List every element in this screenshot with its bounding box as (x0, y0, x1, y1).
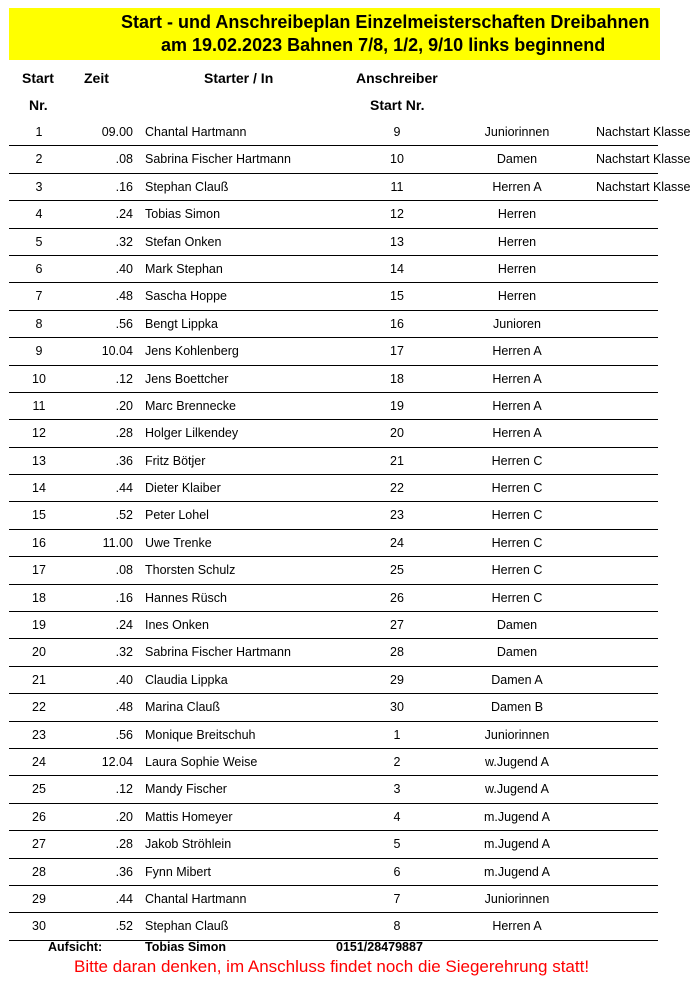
starter-name: Ines Onken (145, 618, 209, 633)
title-line-2: am 19.02.2023 Bahnen 7/8, 1/2, 9/10 links beginnend (161, 35, 606, 55)
class-name: w.Jugend A (485, 754, 549, 769)
class-name: Herren C (491, 481, 543, 496)
class-name: Damen (496, 618, 538, 633)
class-name: Damen (496, 645, 538, 660)
start-number: 18 (32, 590, 46, 605)
class-name: Herren (497, 234, 537, 249)
start-time: .28 (115, 426, 133, 441)
start-number: 3 (35, 179, 43, 194)
anschreiber-number: 1 (393, 727, 401, 742)
start-time: .20 (115, 398, 133, 413)
table-row (9, 201, 658, 228)
class-name: Damen A (491, 672, 543, 687)
anschreiber-number: 21 (390, 453, 404, 468)
start-number: 26 (32, 809, 46, 824)
table-row (9, 886, 658, 913)
table-row (9, 338, 658, 365)
title-banner (9, 8, 660, 60)
anschreiber-number: 24 (390, 535, 404, 550)
start-number: 15 (32, 508, 46, 523)
starter-name: Sabrina Fischer Hartmann (145, 152, 291, 167)
anschreiber-number: 16 (390, 316, 404, 331)
anschreiber-number: 18 (390, 371, 404, 386)
anschreiber-number: 30 (390, 700, 404, 715)
starter-name: Claudia Lippka (145, 672, 228, 687)
start-number: 29 (32, 891, 46, 906)
anschreiber-number: 17 (390, 344, 404, 359)
class-name: m.Jugend A (483, 864, 550, 879)
start-time: .52 (115, 508, 133, 523)
start-number: 17 (32, 563, 46, 578)
class-name: Damen (496, 152, 538, 167)
class-name: Herren (497, 261, 537, 276)
table-row (9, 913, 658, 940)
reminder-note: Bitte daran denken, im Anschluss findet noch die Siegerehrung statt! (74, 957, 590, 976)
anschreiber-number: 6 (393, 864, 401, 879)
anschreiber-number: 3 (393, 782, 401, 797)
class-name: w.Jugend A (485, 782, 549, 797)
table-row (9, 393, 658, 420)
anschreiber-number: 8 (393, 919, 401, 934)
start-number: 6 (35, 261, 43, 276)
start-number: 10 (32, 371, 46, 386)
start-number: 28 (32, 864, 46, 879)
start-time: .16 (115, 179, 133, 194)
class-name: Herren (497, 207, 537, 222)
starter-name: Sascha Hoppe (145, 289, 228, 304)
table-row (9, 722, 658, 749)
class-name: Herren C (491, 453, 543, 468)
class-name: m.Jugend A (483, 809, 550, 824)
title-line-1: Start - und Anschreibeplan Einzelmeisterschaften Dreibahnen (121, 12, 650, 32)
table-row (9, 174, 690, 201)
class-name: m.Jugend A (483, 837, 550, 852)
starter-name: Stephan Clauß (145, 179, 229, 194)
start-time: 11.00 (102, 535, 133, 550)
start-time: 10.04 (101, 344, 133, 359)
anschreiber-number: 29 (390, 672, 404, 687)
starter-name: Holger Lilkendey (145, 426, 239, 441)
starter-name: Marina Clauß (145, 700, 221, 715)
anschreiber-number: 28 (390, 645, 404, 660)
starter-name: Marc Brennecke (145, 398, 237, 413)
table-row (9, 420, 658, 447)
starter-name: Dieter Klaiber (145, 481, 221, 496)
table-row (9, 694, 658, 721)
start-number: 30 (32, 919, 46, 934)
class-name: Herren C (491, 590, 543, 605)
class-name: Herren C (491, 535, 543, 550)
table-row (9, 146, 690, 173)
start-number: 1 (35, 125, 43, 139)
table-row (9, 557, 658, 584)
start-time: .56 (115, 727, 133, 742)
header-nr: Nr. (29, 97, 48, 113)
table-row (9, 502, 658, 529)
start-time: 09.00 (101, 125, 133, 139)
aufsicht-label: Aufsicht: (48, 940, 103, 954)
anschreiber-number: 11 (390, 179, 404, 194)
table-row (9, 804, 658, 831)
table-row (9, 859, 658, 886)
table-row (9, 749, 658, 776)
starter-name: Tobias Simon (145, 207, 221, 222)
class-name: Junioren (493, 316, 541, 331)
table-row (9, 448, 658, 475)
anschreiber-number: 20 (390, 426, 404, 441)
class-name: Herren A (492, 426, 542, 441)
table-row (9, 530, 658, 557)
start-number: 11 (32, 398, 46, 413)
start-number: 27 (32, 837, 46, 852)
starter-name: Monique Breitschuh (145, 727, 256, 742)
start-time: .32 (115, 234, 133, 249)
anschreiber-number: 27 (390, 618, 404, 633)
starter-name: Sabrina Fischer Hartmann (145, 645, 291, 660)
anschreiber-number: 15 (390, 289, 404, 304)
table-row (9, 831, 658, 858)
start-number: 19 (32, 618, 46, 633)
header-start-nr: Start Nr. (370, 97, 425, 113)
starter-name: Hannes Rüsch (145, 590, 227, 605)
start-time: .28 (115, 837, 133, 852)
table-row (9, 475, 658, 502)
start-time: .44 (115, 481, 133, 496)
starter-name: Laura Sophie Weise (145, 754, 258, 769)
start-time: .36 (115, 864, 133, 879)
table-row (9, 256, 658, 283)
anschreiber-number: 14 (390, 261, 404, 276)
starter-name: Mark Stephan (145, 261, 223, 276)
starter-name: Fynn Mibert (145, 864, 211, 879)
start-time: .56 (115, 316, 133, 331)
note: Nachstart Klasse (596, 125, 690, 139)
anschreiber-number: 25 (390, 563, 404, 578)
header-anschreiber: Anschreiber (356, 70, 438, 86)
start-time: .24 (115, 207, 133, 222)
start-time: .24 (115, 618, 133, 633)
table-row (9, 585, 658, 612)
class-name: Herren A (492, 344, 542, 359)
starter-name: Chantal Hartmann (145, 125, 247, 139)
table-row (9, 776, 658, 803)
class-name: Damen B (490, 700, 544, 715)
class-name: Herren C (491, 563, 543, 578)
class-name: Juniorinnen (484, 891, 550, 906)
start-time: .08 (115, 152, 133, 167)
starter-name: Fritz Bötjer (145, 453, 206, 468)
start-number: 9 (35, 344, 43, 359)
table-row (9, 639, 658, 666)
table-row (9, 119, 690, 146)
anschreiber-number: 23 (390, 508, 404, 523)
start-number: 16 (32, 535, 46, 550)
starter-name: Mandy Fischer (145, 782, 227, 797)
start-time: .20 (115, 809, 133, 824)
starter-name: Chantal Hartmann (145, 891, 247, 906)
class-name: Herren A (492, 179, 542, 194)
anschreiber-number: 5 (393, 837, 401, 852)
start-number: 14 (32, 481, 46, 496)
header-starter: Starter / In (204, 70, 274, 86)
starter-name: Jens Kohlenberg (145, 344, 239, 359)
starter-name: Stephan Clauß (145, 919, 229, 934)
note: Nachstart Klasse (596, 152, 690, 167)
aufsicht-phone: 0151/28479887 (336, 940, 423, 954)
start-number: 20 (32, 645, 46, 660)
anschreiber-number: 12 (390, 207, 404, 222)
start-time: .52 (115, 919, 133, 934)
anschreiber-number: 19 (390, 398, 404, 413)
table-row (9, 366, 658, 393)
starter-name: Jens Boettcher (145, 371, 229, 386)
start-time: .16 (115, 590, 133, 605)
start-number: 22 (32, 700, 46, 715)
class-name: Juniorinnen (484, 125, 550, 139)
starter-name: Thorsten Schulz (145, 563, 236, 578)
anschreiber-number: 22 (390, 481, 404, 496)
table-row (9, 283, 658, 310)
note: Nachstart Klasse (596, 179, 690, 194)
starter-name: Jakob Ströhlein (145, 837, 232, 852)
anschreiber-number: 4 (393, 809, 401, 824)
anschreiber-number: 7 (393, 891, 401, 906)
class-name: Herren C (491, 508, 543, 523)
start-time: 12.04 (101, 754, 133, 769)
starter-name: Stefan Onken (145, 234, 222, 249)
start-number: 7 (35, 289, 43, 304)
anschreiber-number: 9 (393, 125, 401, 139)
start-number: 2 (35, 152, 43, 167)
start-number: 21 (32, 672, 46, 687)
start-time: .48 (115, 700, 133, 715)
start-number: 4 (35, 207, 43, 222)
table-row (9, 612, 658, 639)
aufsicht-name: Tobias Simon (145, 940, 227, 954)
starter-name: Bengt Lippka (145, 316, 218, 331)
start-time: .32 (115, 645, 133, 660)
header-zeit: Zeit (84, 70, 109, 86)
anschreiber-number: 2 (393, 754, 401, 769)
start-time: .08 (115, 563, 133, 578)
start-number: 23 (32, 727, 46, 742)
start-time: .12 (115, 782, 133, 797)
start-time: .36 (115, 453, 133, 468)
table-row (9, 667, 658, 694)
start-number: 25 (32, 782, 46, 797)
start-time: .12 (115, 371, 133, 386)
table-row (9, 229, 658, 256)
table-row (9, 311, 658, 338)
class-name: Herren (497, 289, 537, 304)
class-name: Herren A (492, 919, 542, 934)
header-start: Start (22, 70, 54, 86)
start-time: .40 (115, 261, 133, 276)
anschreiber-number: 10 (390, 152, 404, 167)
schedule-table (0, 119, 690, 941)
start-time: .48 (115, 289, 133, 304)
start-number: 8 (35, 316, 43, 331)
start-number: 13 (32, 453, 46, 468)
starter-name: Mattis Homeyer (145, 809, 233, 824)
starter-name: Uwe Trenke (145, 535, 212, 550)
start-number: 5 (35, 234, 43, 249)
start-time: .40 (115, 672, 133, 687)
class-name: Juniorinnen (484, 727, 550, 742)
class-name: Herren A (492, 398, 542, 413)
start-number: 12 (32, 426, 46, 441)
start-number: 24 (32, 754, 46, 769)
anschreiber-number: 26 (390, 590, 404, 605)
class-name: Herren A (492, 371, 542, 386)
anschreiber-number: 13 (390, 234, 404, 249)
starter-name: Peter Lohel (145, 508, 209, 523)
start-time: .44 (115, 891, 133, 906)
